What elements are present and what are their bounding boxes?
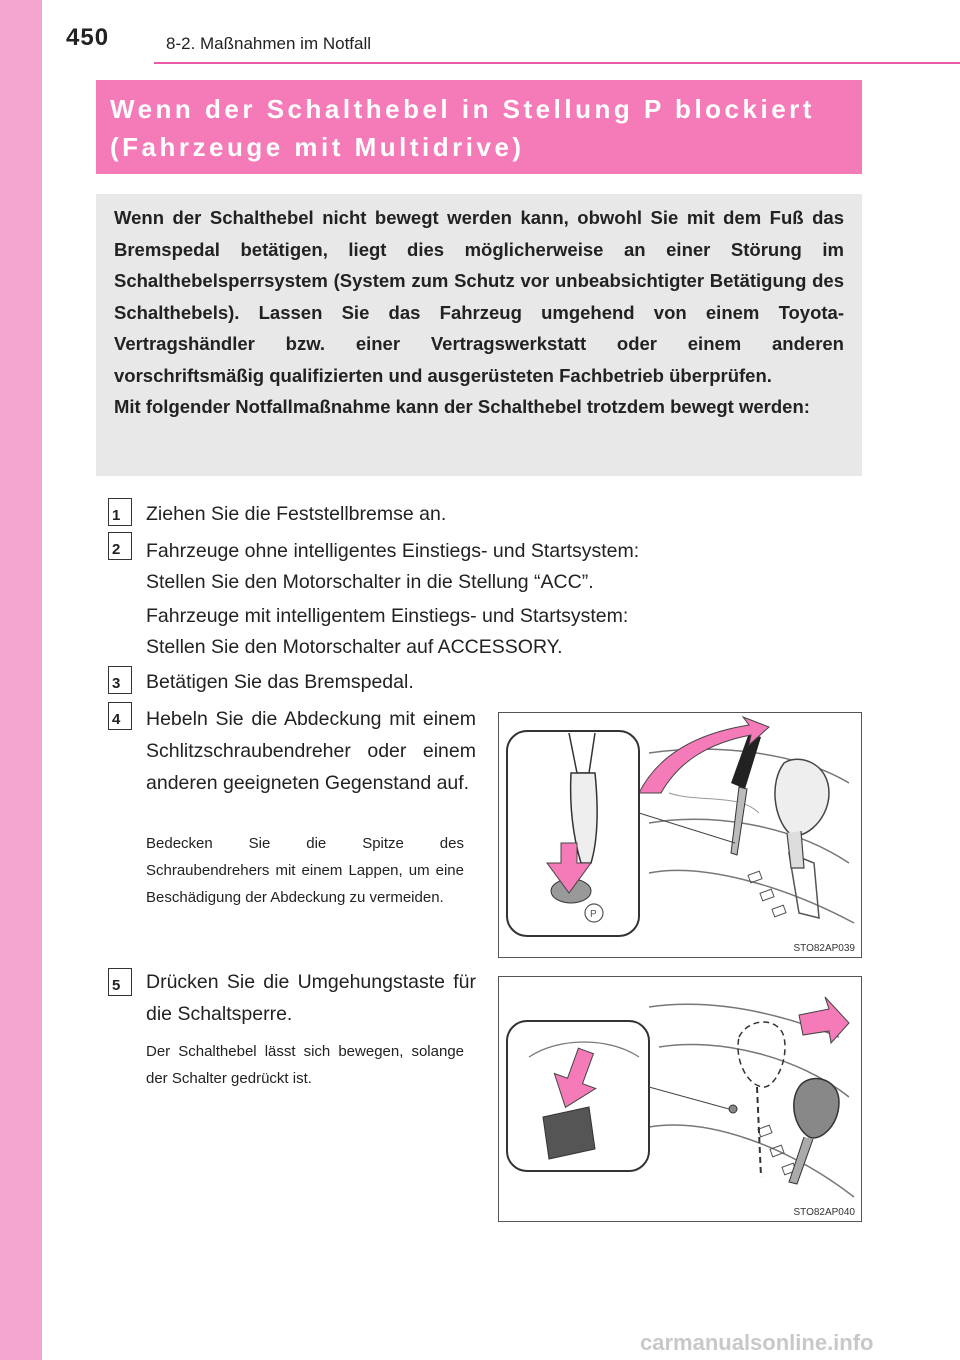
step-text-5: Drücken Sie die Umgehungstaste für die Schaltsperre. — [146, 971, 476, 1025]
step-note-5: Der Schalthebel lässt sich bewegen, solange der Schalter gedrückt ist. — [146, 1043, 464, 1087]
step-number-4: 4 — [108, 702, 132, 730]
step-text-2-line4: Stellen Sie den Motorschalter auf ACCESSORY. — [146, 636, 563, 658]
step-number-5: 5 — [108, 968, 132, 996]
page-header — [42, 0, 960, 62]
step-text-4: Hebeln Sie die Abdeckung mit einem Schlitzschraubendreher oder einem anderen geeigneten Gegenstand auf. — [146, 708, 476, 794]
step-text-3: Betätigen Sie das Bremspedal. — [146, 671, 414, 693]
watermark: carmanualsonline.info — [640, 1330, 874, 1355]
side-bar — [0, 0, 42, 1360]
step-note-4: Bedecken Sie die Spitze des Schraubendrehers mit einem Lappen, um eine Beschädigung der Abdeckung zu vermeiden. — [146, 835, 464, 906]
page-number: 450 — [66, 24, 110, 51]
figure-code-1: STO82AP039 — [793, 943, 855, 954]
figure-pry-cover — [498, 712, 862, 958]
header-rule — [154, 62, 960, 64]
figure-release-button — [498, 976, 862, 1222]
step-number-1: 1 — [108, 498, 132, 526]
section-title: 8-2. Maßnahmen im Notfall — [166, 34, 372, 53]
figure-code-2: STO82AP040 — [793, 1207, 855, 1218]
step-text-2-line1: Fahrzeuge ohne intelligentes Einstiegs- und Startsystem: — [146, 540, 640, 562]
title-line-2: (Fahrzeuge mit Multidrive) — [110, 132, 525, 162]
step-text-1: Ziehen Sie die Feststellbremse an. — [146, 503, 447, 525]
intro-box — [96, 194, 862, 476]
title-line-1: Wenn der Schalthebel in Stellung P blockiert — [110, 94, 815, 124]
intro-text: Wenn der Schalthebel nicht bewegt werden kann, obwohl Sie mit dem Fuß das Bremspedal betätigen, liegt dies möglicherweise an einer Störung im Schalthebelsperrsystem (System zum Schutz vor unbeabsichtigter Betätigung des Schalthebels). Lassen Sie das Fahrzeug umgehend von einem Toyota-Vertragshändler bzw. einer Vertragswerkstatt oder einem anderen vorschriftsmäßig qualifizierten und ausgerüsteten Fachbetrieb überprüfen. — [114, 207, 844, 386]
title-box — [96, 80, 862, 174]
pry-cover-illustration — [499, 713, 860, 956]
step-text-2-line3: Fahrzeuge mit intelligentem Einstiegs- und Startsystem: — [146, 605, 629, 627]
step-number-3: 3 — [108, 666, 132, 694]
svg-text:P: P — [590, 909, 597, 920]
release-button-illustration — [499, 977, 860, 1220]
step-number-2: 2 — [108, 532, 132, 560]
intro-text-2: Mit folgender Notfallmaßnahme kann der Schalthebel trotzdem bewegt werden: — [114, 396, 810, 417]
step-text-2-line2: Stellen Sie den Motorschalter in die Stellung “ACC”. — [146, 571, 594, 593]
